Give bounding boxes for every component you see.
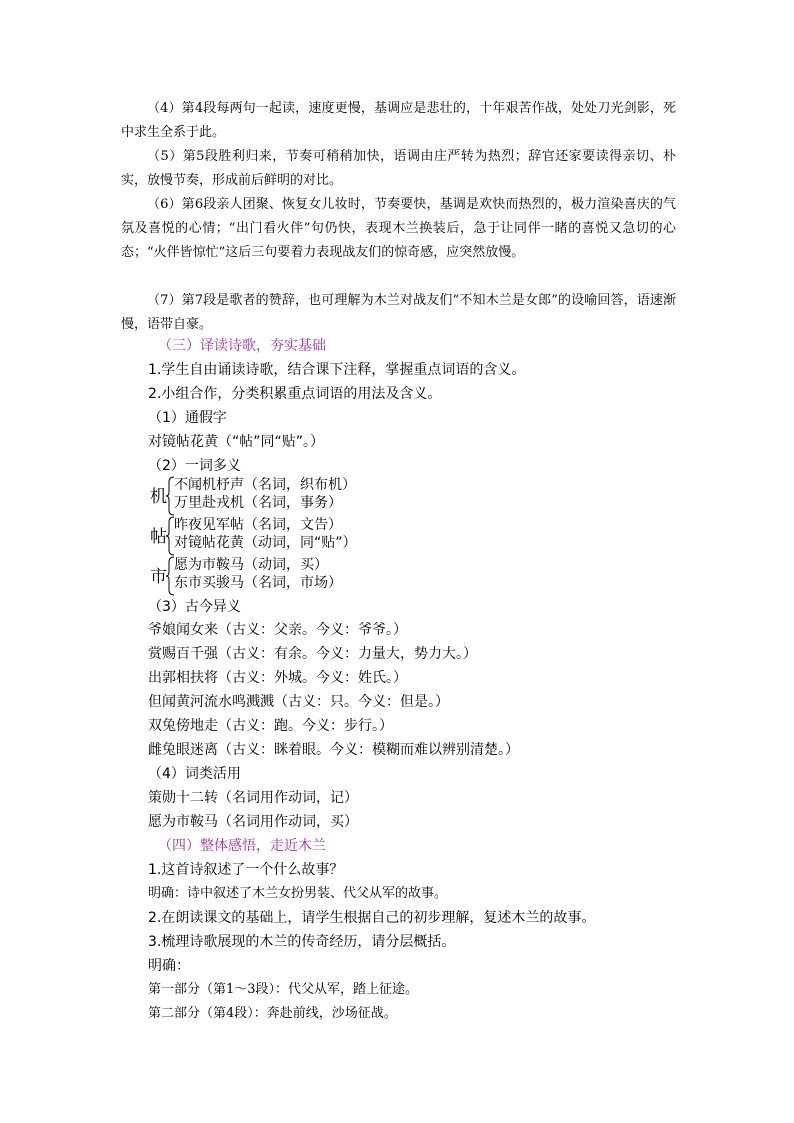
gujin-item: 雌兔眼迷离（古义：眯着眼。今义：模糊而难以辨别清楚。） bbox=[148, 742, 519, 758]
section-heading-understand: （四）整体感悟，走近木兰 bbox=[158, 838, 326, 854]
subheading-gujinyiyi: （3）古今异义 bbox=[148, 599, 241, 615]
answer-3-label: 明确： bbox=[148, 958, 190, 974]
gujin-item: 爷娘闻女来（古义：父亲。今义：爷爷。） bbox=[148, 622, 407, 638]
paragraph-section-5-reading: （5）第5段胜利归来，节奏可稍稍加快，语调由庄严转为热烈；辞官还家要读得亲切、朴实，放慢节奏，形成前后鲜明的对比。 bbox=[121, 149, 676, 188]
polysemy-char: 帖 bbox=[150, 527, 167, 547]
gujin-item: 但闻黄河流水鸣溅溅（古义：只。今义：但是。） bbox=[148, 694, 449, 710]
conversion-item: 策勋十二转（名词用作动词，记） bbox=[148, 790, 358, 806]
polysemy-group-shi bbox=[150, 556, 470, 598]
subheading-yiciduoyi: （2）一词多义 bbox=[148, 458, 241, 474]
paragraph-section-4-reading: （4）第4段每两句一起读，速度更慢，基调应是悲壮的，十年艰苦作战，处处刀光剑影，死中求生全系于此。 bbox=[121, 101, 676, 140]
paragraph-section-7-reading: （7）第7段是歌者的赞辞，也可理解为木兰对战友们“不知木兰是女郎”的设喻回答，语速渐慢，语带自豪。 bbox=[121, 293, 676, 332]
polysemy-group-tie bbox=[150, 516, 470, 558]
step-1-text: 1.学生自由诵读诗歌，结合课下注释，掌握重点词语的含义。 bbox=[148, 362, 526, 378]
answer-1: 明确：诗中叙述了木兰女扮男装、代父从军的故事。 bbox=[148, 886, 448, 901]
tongjiazi-item: 对镜帖花黄（“帖”同“贴”。） bbox=[148, 434, 325, 450]
subheading-cileihuoyong: （4）词类活用 bbox=[148, 766, 241, 782]
polysemy-example: 不闻机杼声（名词，织布机） bbox=[174, 477, 356, 493]
gujin-item: 双兔傍地走（古义：跑。今义：步行。） bbox=[148, 718, 393, 734]
conversion-item: 愿为市鞍马（名词用作动词，买） bbox=[148, 814, 358, 830]
polysemy-char: 市 bbox=[150, 567, 167, 587]
polysemy-example: 万里赴戎机（名词，事务） bbox=[174, 495, 342, 511]
question-1: 1.这首诗叙述了一个什么故事？ bbox=[148, 862, 344, 878]
subheading-tongjiazi: （1）通假字 bbox=[148, 410, 227, 426]
section-heading-translate: （三）译读诗歌，夯实基础 bbox=[158, 338, 326, 354]
gujin-item: 赏赐百千强（古义：有余。今义：力量大，势力大。） bbox=[148, 646, 477, 662]
polysemy-char: 机 bbox=[150, 487, 167, 507]
question-3: 3.梳理诗歌展现的木兰的传奇经历，请分层概括。 bbox=[148, 934, 456, 950]
polysemy-example: 昨夜见军帖（名词，文告） bbox=[174, 517, 342, 533]
polysemy-group-ji bbox=[150, 476, 470, 518]
polysemy-example: 对镜帖花黄（动词，同“贴”） bbox=[174, 535, 357, 551]
polysemy-example: 东市买骏马（名词，市场） bbox=[174, 575, 342, 591]
polysemy-example: 愿为市鞍马（动词，买） bbox=[174, 557, 328, 573]
gujin-item: 出郭相扶将（古义：外城。今义：姓氏。） bbox=[148, 670, 407, 686]
step-2-text: 2.小组合作，分类积累重点词语的用法及含义。 bbox=[148, 386, 442, 402]
paragraph-section-6-reading: （6）第6段亲人团聚、恢复女儿妆时，节奏要快，基调是欢快而热烈的，极力渲染喜庆的气氛及喜悦的心情；“出门看火伴”句仍快，表现木兰换装后，急于让同伴一睹的喜悦又急切的心态；“火伴皆惊忙”这后三句要着力表现战友们的惊奇感，应突然放慢。 bbox=[121, 197, 676, 260]
part-2-summary: 第二部分（第4段）：奔赴前线，沙场征战。 bbox=[148, 1006, 397, 1021]
part-1-summary: 第一部分（第1～3段）：代父从军，踏上征途。 bbox=[148, 982, 419, 997]
question-2: 2.在朗读课文的基础上，请学生根据自己的初步理解，复述木兰的故事。 bbox=[148, 910, 596, 926]
